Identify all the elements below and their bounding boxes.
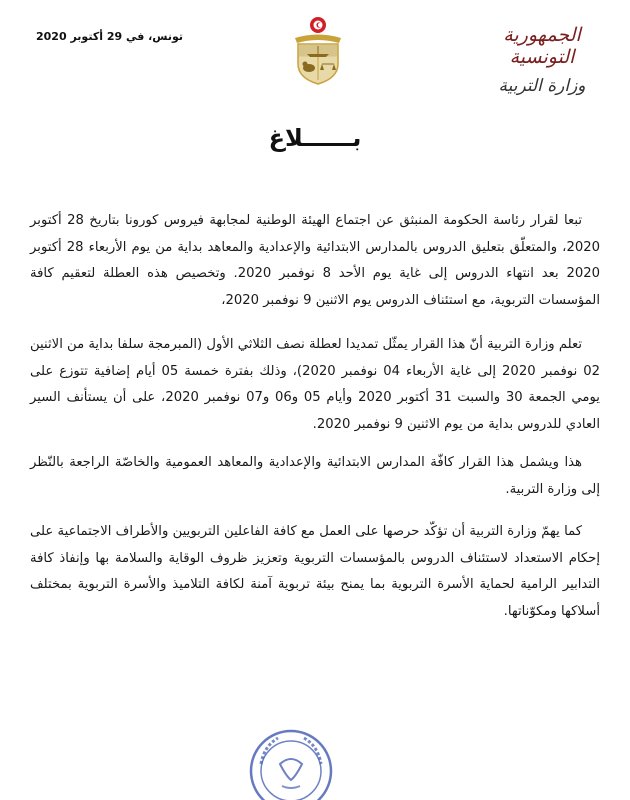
emblem-crescent-cut xyxy=(318,23,322,27)
stamp-ring-text xyxy=(261,738,321,764)
announcement-title: بــــــلاغ xyxy=(268,124,362,152)
announcement-body xyxy=(30,208,600,643)
paragraph-1: تبعا لقرار رئاسة الحكومة المنبثق عن اجتماع الهيئة الوطنية لمجابهة فيروس كورونا بتاريخ 28 أكتوبر 2020، والمتعلّق بتعليق الدروس بالمدارس الابتدائية والإعدادية والمعاهد بداية من يوم الأربعاء 28 أكتوبر 2020 بعد انتهاء الدروس إلى غاية يوم الأحد 8 نوفمبر 2020. وتخصيص هذه العطلة لتعقيم كافة المؤسسات التربوية، مع استئناف الدروس يوم الاثنين 9 نوفمبر 2020، xyxy=(30,213,600,308)
ministry-stamp-icon xyxy=(244,724,338,800)
stamp-center-emblem xyxy=(280,759,302,780)
letterhead xyxy=(482,24,602,96)
stamp-center-mark xyxy=(282,786,300,788)
emblem-ship xyxy=(307,54,329,57)
emblem-lion-head xyxy=(303,62,308,67)
coat-of-arms-icon xyxy=(289,16,347,86)
place-and-date: تونس، في 29 أكتوبر 2020 xyxy=(36,30,184,43)
paragraph-2: تعلم وزارة التربية أنّ هذا القرار يمثّل تمديدا لعطلة نصف الثلاثي الأول (المبرمجة سلفا بداية من الاثنين 02 نوفمبر 2020 إلى غاية الأربعاء 04 نوفمبر 2020)، وذلك بفترة خمسة 05 أيام إضافية تتوزع على يومي الجمعة 30 والسبت 31 أكتوبر 2020 وأيام 05 و06 و07 نوفمبر 2020، على أن يستأنف السير العادي للدروس بداية من يوم الاثنين 9 نوفمبر 2020. xyxy=(30,337,600,432)
paragraph-4: كما يهمّ وزارة التربية أن تؤكّد حرصها على العمل مع كافة الفاعلين التربويين والأطراف الاجتماعية على إحكام الاستعداد لاستئناف الدروس بالمؤسسات التربوية وتعزيز ظروف الوقاية والسلامة بها وإنفاذ كافة التدابير الرامية لحماية الأسرة التربوية بما يمنح بيئة تربوية آمنة لكافة التلاميذ والأسرة التربوية بمختلف أسلاكها ومكوّناتها. xyxy=(30,524,600,619)
republic-name: الجمهورية التونسية xyxy=(503,24,581,68)
emblem-ribbon xyxy=(295,35,341,44)
stamp-inner-ring xyxy=(261,741,321,800)
paragraph-3: هذا ويشمل هذا القرار كافّة المدارس الابتدائية والإعدادية والمعاهد العمومية والخاصّة الراجعة بالنّظر إلى وزارة التربية. xyxy=(30,455,600,497)
ministry-name: وزارة التربية xyxy=(498,76,586,96)
